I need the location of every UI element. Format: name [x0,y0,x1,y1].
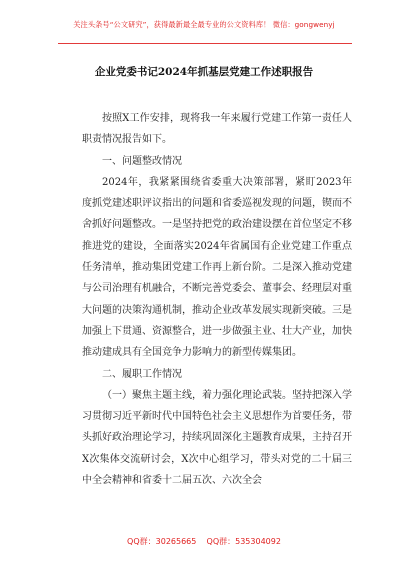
section-heading-problem-rectification: 一、问题整改情况 [102,155,182,167]
paragraph-intro: 按照X工作安排，现将我一年来履行党建工作第一责任人职责情况报告如下。 [82,113,352,146]
paragraph-theory-study: （一）聚焦主题主线，着力强化理论武装。坚持把深入学习贯彻习近平新时代中国特色社会主义思想作为首要任务，带头抓好政治理论学习，持续巩固深化主题教育成果，主持召开X次集体交流研讨会，X次中心组学习，带头对党的二十届三中全会精神和省委十二届五次、六次全会 [82,389,352,487]
footer-qq-groups: QQ群：30265665 QQ群：535304092 [127,537,281,546]
header-banner: 关注头条号“公文研究”，获得最新最全最专业的公文资料库！ 微信：gongwenyj [73,20,335,29]
document-body [82,108,352,491]
document-title: 企业党委书记2024年抓基层党建工作述职报告 [94,66,314,78]
section-heading-duty-performance: 二、履职工作情况 [102,368,182,380]
paragraph-rectification: 2024年，我紧紧围绕省委重大决策部署，紧盯2023年度抓党建述职评议指出的问题和省委巡视发现的问题，锲而不舍抓好问题整改。一是坚持把党的政治建设摆在首位坚定不移推进党的建设，全面落实2024年省属国有企业党建工作重点任务清单，推动集团党建工作再上新台阶。二是深入推动党建与公司治理有机融合，不断完善党委会、董事会、经理层对重大问题的决策沟通机制，推动企业改革发展实现新突破。三是加强上下贯通、资源整合，进一步做强主业、壮大产业，加快推动建成具有全国竞争力影响力的新型传媒集团。 [82,176,352,359]
header-divider [58,43,352,44]
